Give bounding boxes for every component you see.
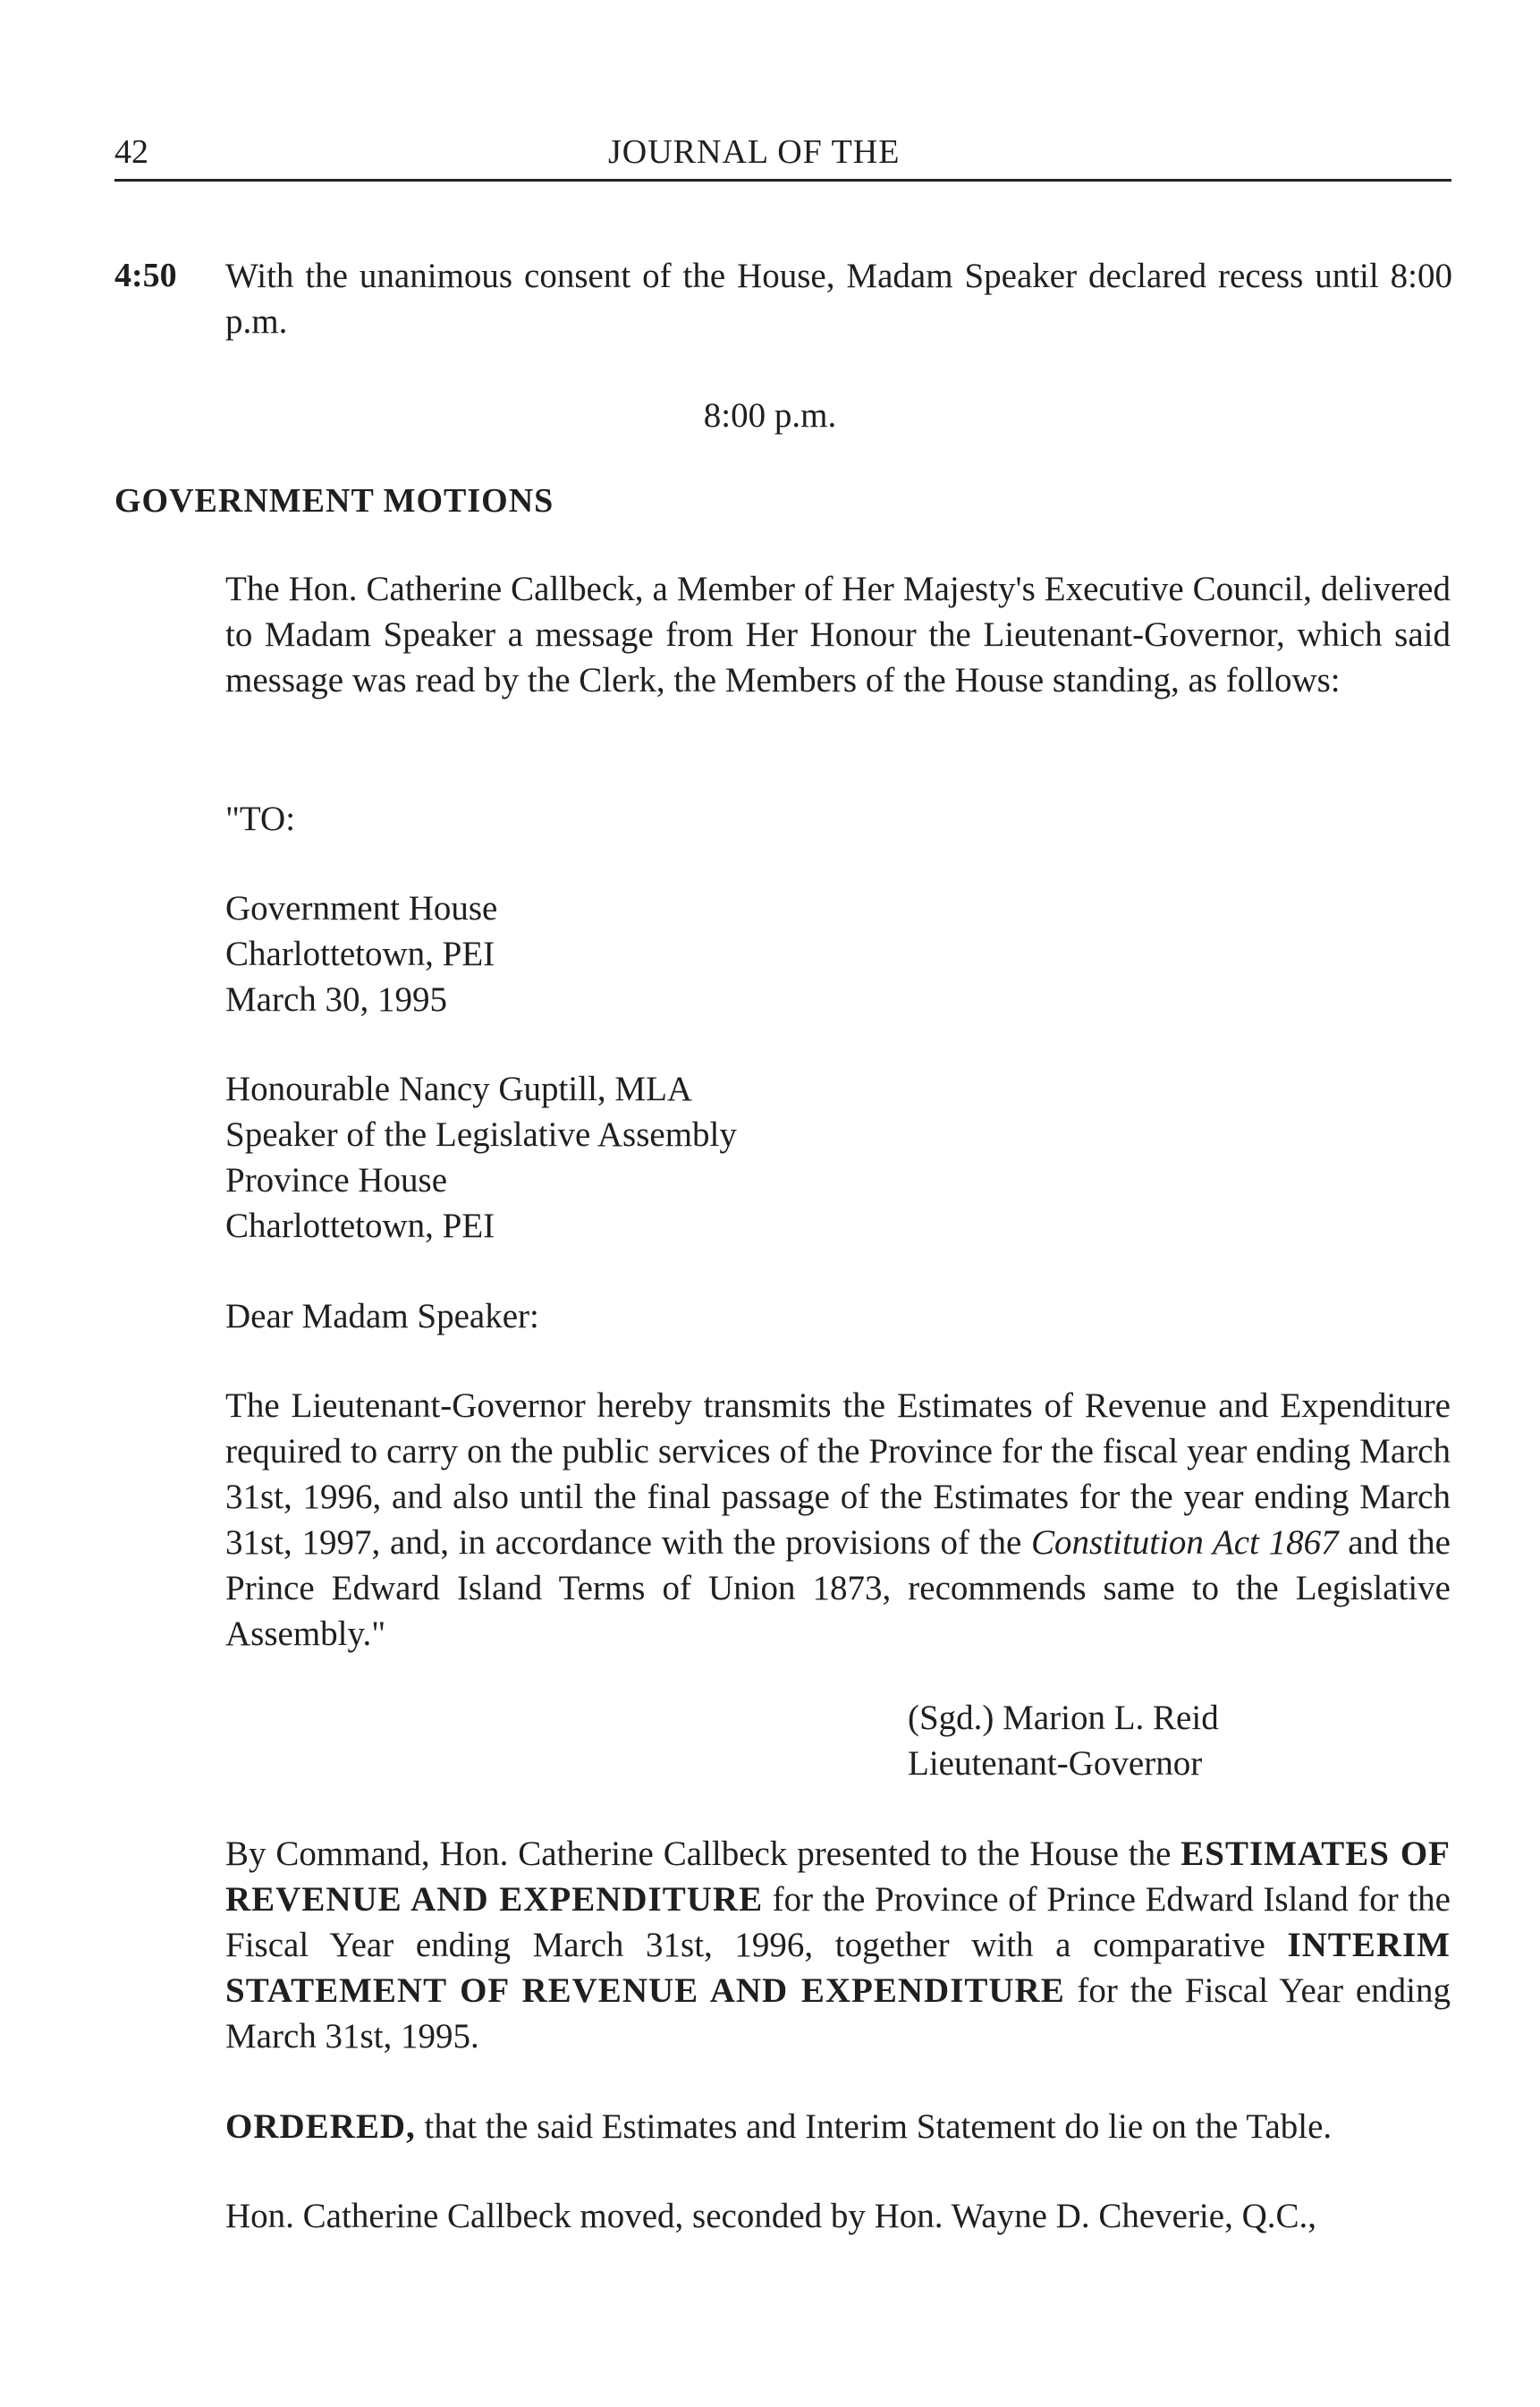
recipient-line: Honourable Nancy Guptill, MLA	[225, 1070, 693, 1108]
header-rule	[114, 179, 1451, 182]
estimates-title: ESTIMATES OF REVENUE AND EXPENDITURE	[225, 1835, 1451, 1919]
command-text: for the Province of Prince Edward Island for the Fiscal Year ending March 31st, 1996, together with a comparative	[225, 1880, 1451, 1964]
letter-body-paragraph	[225, 1383, 1451, 1657]
evening-time: 8:00 p.m.	[703, 396, 837, 435]
from-address-line: Government House	[225, 889, 498, 928]
ordered-text: that the said Estimates and Interim Statement do lie on the Table.	[415, 2107, 1333, 2146]
command-text: for the Fiscal Year ending March 31st, 1995.	[225, 1971, 1451, 2055]
from-address-line: Charlottetown, PEI	[225, 935, 495, 973]
command-paragraph	[225, 1831, 1451, 2059]
running-header: JOURNAL OF THE	[608, 133, 901, 171]
section-heading: GOVERNMENT MOTIONS	[114, 482, 554, 520]
recipient-line: Charlottetown, PEI	[225, 1207, 495, 1245]
command-text: By Command, Hon. Catherine Callbeck presented to the House the	[225, 1835, 1181, 1873]
time-marker: 4:50	[114, 257, 177, 294]
signature-title: Lieutenant-Governor	[908, 1744, 1203, 1783]
recess-paragraph: With the unanimous consent of the House, Madam Speaker declared recess until 8:00 p.m.	[225, 257, 1452, 341]
salutation: Dear Madam Speaker:	[225, 1297, 539, 1335]
ordered-label: ORDERED,	[225, 2107, 416, 2146]
ordered-paragraph	[225, 2104, 1451, 2149]
signature-name: (Sgd.) Marion L. Reid	[908, 1699, 1219, 1737]
letter-date: March 30, 1995	[225, 980, 448, 1019]
motion-line: Hon. Catherine Callbeck moved, seconded by Hon. Wayne D. Cheverie, Q.C.,	[225, 2197, 1317, 2235]
message-intro-paragraph: The Hon. Catherine Callbeck, a Member of Her Majesty's Executive Council, delivered to Madam Speaker a message from Her Honour the Lieutenant-Governor, which said message was read by the Clerk, the Members of the House standing, as follows:	[225, 570, 1451, 699]
letter-body-text: The Lieutenant-Governor hereby transmits the Estimates of Revenue and Expenditure required to carry on the public services of the Province for the fiscal year ending March 31st, 1996, and also until the final passage of the Estimates for the year ending March 31st, 1997, and, in accordance with the provisions of the	[225, 1386, 1451, 1562]
letter-to: "TO:	[225, 800, 296, 838]
act-title: Constitution Act 1867	[1031, 1523, 1339, 1562]
recipient-line: Province House	[225, 1161, 448, 1199]
recipient-line: Speaker of the Legislative Assembly	[225, 1115, 737, 1154]
page-number: 42	[114, 133, 148, 171]
letter-body-text: and the Prince Edward Island Terms of Union 1873, recommends same to the Legislative Assembly."	[225, 1523, 1451, 1653]
interim-statement-title: INTERIM STATEMENT OF REVENUE AND EXPENDITURE	[225, 1926, 1451, 2010]
